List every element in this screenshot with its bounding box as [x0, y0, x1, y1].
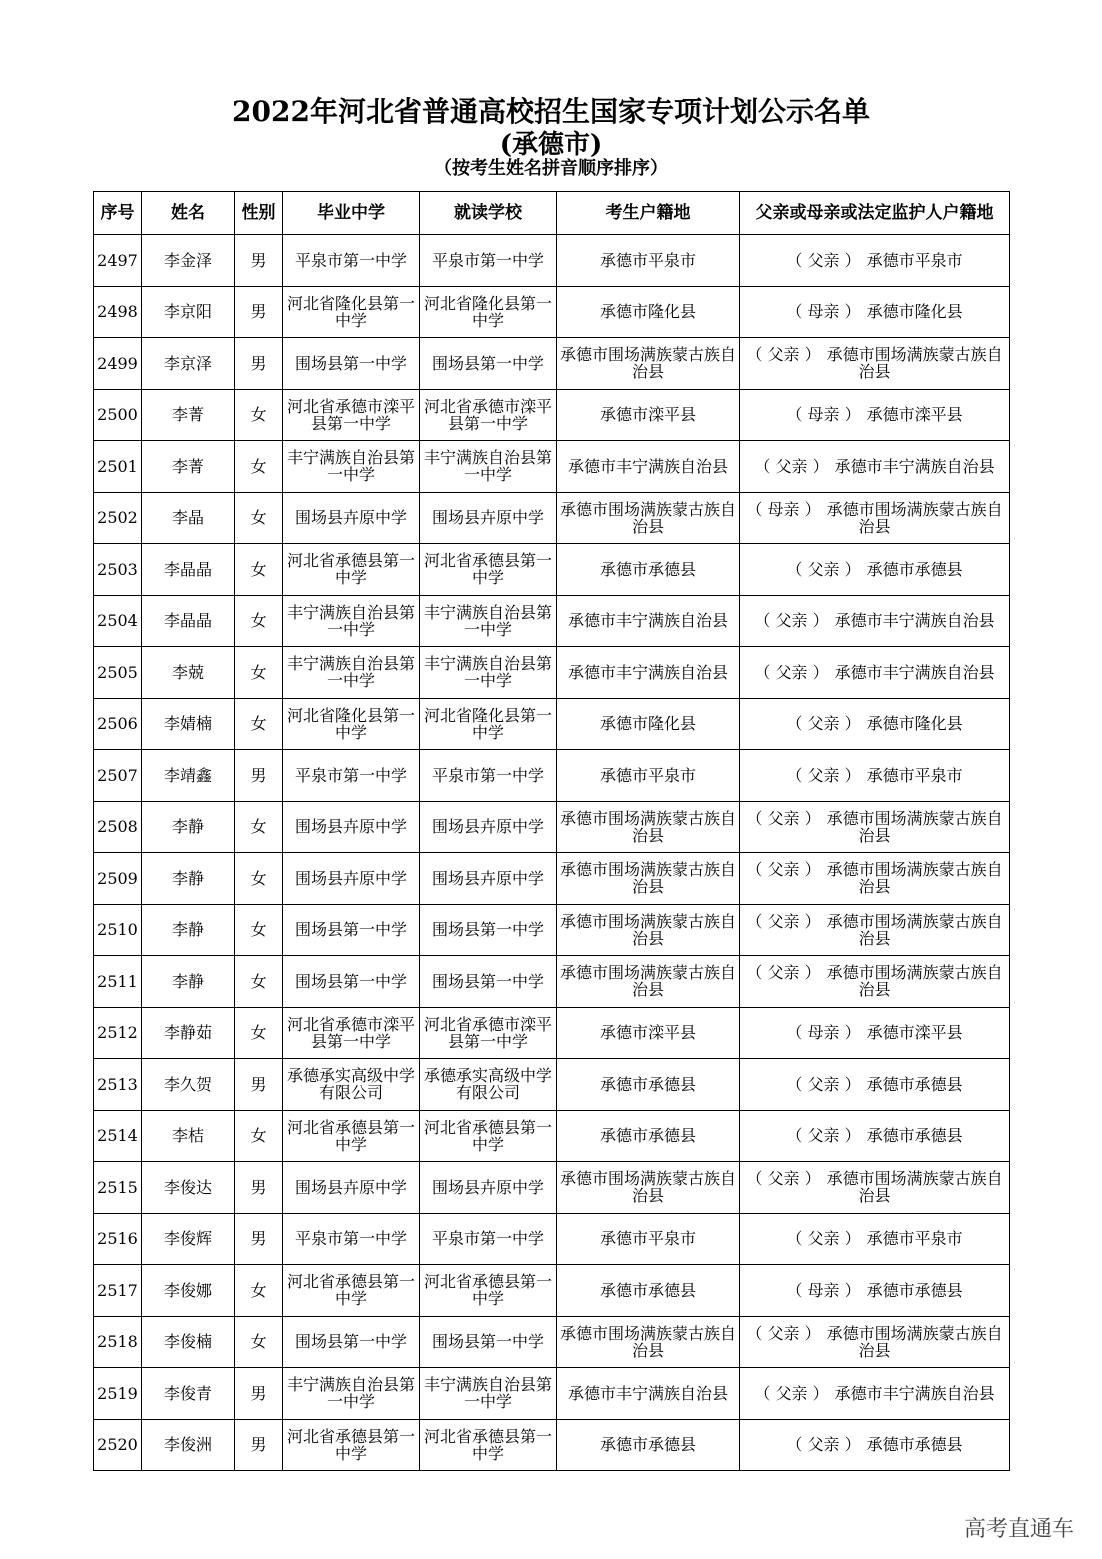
cell-name: 李静 [142, 904, 235, 956]
cell-grad-school: 围场县第一中学 [283, 956, 420, 1008]
cell-no: 2520 [94, 1419, 142, 1471]
cell-no: 2502 [94, 492, 142, 544]
cell-residence: 承德市隆化县 [557, 286, 740, 338]
cell-guardian [740, 286, 1010, 338]
cell-current-school: 平泉市第一中学 [420, 750, 557, 802]
cell-name: 李兢 [142, 647, 235, 699]
guardian-residence: 承德市围场满族蒙古族自治县 [826, 345, 1003, 382]
guardian-residence: 承德市围场满族蒙古族自治县 [826, 1169, 1003, 1206]
document-title: 2022年河北省普通高校招生国家专项计划公示名单 [232, 95, 870, 128]
cell-guardian [740, 853, 1010, 905]
cell-grad-school: 丰宁满族自治县第一中学 [283, 647, 420, 699]
cell-current-school: 河北省承德县第一中学 [420, 1110, 557, 1162]
cell-residence: 承德市平泉市 [557, 750, 740, 802]
cell-residence: 承德市承德县 [557, 1265, 740, 1317]
guardian-residence: 承德市围场满族蒙古族自治县 [826, 1323, 1003, 1360]
cell-guardian [740, 492, 1010, 544]
guardian-relation: （ 父亲 ） [754, 662, 829, 682]
cell-no: 2517 [94, 1265, 142, 1317]
table-row [94, 235, 1010, 287]
cell-current-school: 围场县第一中学 [420, 1316, 557, 1368]
cell-gender: 女 [235, 904, 283, 956]
cell-gender: 女 [235, 801, 283, 853]
cell-gender: 女 [235, 595, 283, 647]
table-header-row [94, 192, 1010, 235]
cell-grad-school: 平泉市第一中学 [283, 1213, 420, 1265]
table-row [94, 956, 1010, 1008]
cell-guardian [740, 338, 1010, 390]
guardian-relation: （ 父亲 ） [746, 911, 821, 931]
guardian-relation: （ 父亲 ） [786, 1074, 861, 1094]
table-row [94, 647, 1010, 699]
cell-no: 2507 [94, 750, 142, 802]
cell-name: 李俊娜 [142, 1265, 235, 1317]
cell-name: 李俊辉 [142, 1213, 235, 1265]
cell-guardian [740, 544, 1010, 596]
cell-current-school: 河北省承德县第一中学 [420, 1419, 557, 1471]
guardian-residence: 承德市丰宁满族自治县 [834, 1383, 995, 1403]
cell-no: 2499 [94, 338, 142, 390]
guardian-residence: 承德市承德县 [866, 1280, 963, 1300]
cell-guardian [740, 1213, 1010, 1265]
cell-grad-school: 河北省承德市滦平县第一中学 [283, 389, 420, 441]
guardian-residence: 承德市丰宁满族自治县 [834, 456, 995, 476]
cell-gender: 女 [235, 1265, 283, 1317]
cell-residence: 承德市丰宁满族自治县 [557, 441, 740, 493]
cell-guardian [740, 1368, 1010, 1420]
cell-name: 李菁 [142, 389, 235, 441]
cell-no: 2514 [94, 1110, 142, 1162]
table-row [94, 389, 1010, 441]
guardian-residence: 承德市承德县 [866, 1126, 963, 1146]
guardian-relation: （ 母亲 ） [786, 1023, 861, 1043]
header-gender: 性别 [235, 192, 283, 235]
table-row [94, 544, 1010, 596]
cell-gender: 男 [235, 750, 283, 802]
table-row [94, 904, 1010, 956]
cell-guardian [740, 1316, 1010, 1368]
cell-grad-school: 河北省承德县第一中学 [283, 544, 420, 596]
cell-residence: 承德市承德县 [557, 544, 740, 596]
guardian-residence: 承德市围场满族蒙古族自治县 [826, 499, 1003, 536]
guardian-residence: 承德市滦平县 [866, 1023, 963, 1043]
watermark-text: 高考直通车 [963, 1517, 1074, 1542]
cell-current-school: 围场县第一中学 [420, 904, 557, 956]
guardian-relation: （ 父亲 ） [786, 250, 861, 270]
table-row [94, 492, 1010, 544]
cell-residence: 承德市承德县 [557, 1110, 740, 1162]
header-residence: 考生户籍地 [557, 192, 740, 235]
guardian-relation: （ 父亲 ） [754, 1383, 829, 1403]
guardian-relation: （ 父亲 ） [786, 1126, 861, 1146]
cell-no: 2519 [94, 1368, 142, 1420]
cell-name: 李桔 [142, 1110, 235, 1162]
cell-name: 李京泽 [142, 338, 235, 390]
cell-gender: 女 [235, 1007, 283, 1059]
cell-name: 李俊达 [142, 1162, 235, 1214]
cell-no: 2511 [94, 956, 142, 1008]
table-row [94, 1007, 1010, 1059]
guardian-residence: 承德市丰宁满族自治县 [834, 611, 995, 631]
cell-guardian [740, 801, 1010, 853]
cell-no: 2518 [94, 1316, 142, 1368]
cell-guardian [740, 1110, 1010, 1162]
cell-grad-school: 河北省承德市滦平县第一中学 [283, 1007, 420, 1059]
cell-name: 李静茹 [142, 1007, 235, 1059]
cell-name: 李久贺 [142, 1059, 235, 1111]
cell-current-school: 丰宁满族自治县第一中学 [420, 1368, 557, 1420]
cell-current-school: 围场县卉原中学 [420, 853, 557, 905]
cell-grad-school: 平泉市第一中学 [283, 750, 420, 802]
cell-name: 李晶 [142, 492, 235, 544]
cell-guardian [740, 235, 1010, 287]
guardian-residence: 承德市隆化县 [866, 714, 963, 734]
guardian-relation: （ 父亲 ） [786, 559, 861, 579]
cell-residence: 承德市承德县 [557, 1059, 740, 1111]
cell-current-school: 河北省隆化县第一中学 [420, 698, 557, 750]
cell-residence: 承德市围场满族蒙古族自治县 [557, 956, 740, 1008]
guardian-residence: 承德市承德县 [866, 1074, 963, 1094]
cell-grad-school: 围场县第一中学 [283, 1316, 420, 1368]
cell-residence: 承德市平泉市 [557, 235, 740, 287]
cell-no: 2500 [94, 389, 142, 441]
guardian-residence: 承德市隆化县 [866, 302, 963, 322]
guardian-relation: （ 父亲 ） [786, 714, 861, 734]
table-row [94, 1316, 1010, 1368]
cell-grad-school: 丰宁满族自治县第一中学 [283, 441, 420, 493]
cell-name: 李静 [142, 853, 235, 905]
cell-no: 2510 [94, 904, 142, 956]
header-name: 姓名 [142, 192, 235, 235]
cell-guardian [740, 441, 1010, 493]
cell-gender: 男 [235, 338, 283, 390]
cell-grad-school: 围场县卉原中学 [283, 1162, 420, 1214]
cell-residence: 承德市围场满族蒙古族自治县 [557, 1316, 740, 1368]
document-sort-note: （按考生姓名拼音顺序排序） [434, 158, 668, 179]
cell-name: 李静 [142, 801, 235, 853]
table-row [94, 1419, 1010, 1471]
guardian-residence: 承德市滦平县 [866, 405, 963, 425]
table-row [94, 1162, 1010, 1214]
cell-gender: 女 [235, 853, 283, 905]
cell-residence: 承德市围场满族蒙古族自治县 [557, 338, 740, 390]
cell-current-school: 围场县第一中学 [420, 956, 557, 1008]
header-guardian-residence: 父亲或母亲或法定监护人户籍地 [740, 192, 1010, 235]
cell-gender: 女 [235, 698, 283, 750]
cell-current-school: 河北省隆化县第一中学 [420, 286, 557, 338]
cell-name: 李俊洲 [142, 1419, 235, 1471]
guardian-residence: 承德市围场满族蒙古族自治县 [826, 860, 1003, 897]
cell-no: 2512 [94, 1007, 142, 1059]
cell-current-school: 河北省承德县第一中学 [420, 1265, 557, 1317]
cell-gender: 男 [235, 286, 283, 338]
cell-current-school: 丰宁满族自治县第一中学 [420, 441, 557, 493]
cell-guardian [740, 904, 1010, 956]
cell-guardian [740, 389, 1010, 441]
guardian-relation: （ 父亲 ） [746, 1169, 821, 1189]
table-row [94, 750, 1010, 802]
cell-grad-school: 丰宁满族自治县第一中学 [283, 1368, 420, 1420]
cell-grad-school: 丰宁满族自治县第一中学 [283, 595, 420, 647]
guardian-relation: （ 母亲 ） [786, 405, 861, 425]
table-row [94, 698, 1010, 750]
cell-name: 李俊楠 [142, 1316, 235, 1368]
cell-guardian [740, 647, 1010, 699]
cell-guardian [740, 1419, 1010, 1471]
guardian-relation: （ 父亲 ） [786, 1435, 861, 1455]
table-row [94, 338, 1010, 390]
cell-guardian [740, 1007, 1010, 1059]
table-row [94, 1368, 1010, 1420]
cell-grad-school: 河北省承德县第一中学 [283, 1110, 420, 1162]
cell-grad-school: 平泉市第一中学 [283, 235, 420, 287]
guardian-relation: （ 父亲 ） [786, 765, 861, 785]
cell-no: 2508 [94, 801, 142, 853]
cell-no: 2497 [94, 235, 142, 287]
table-row [94, 1265, 1010, 1317]
cell-current-school: 围场县第一中学 [420, 338, 557, 390]
cell-gender: 女 [235, 492, 283, 544]
cell-gender: 男 [235, 1059, 283, 1111]
table-row [94, 441, 1010, 493]
cell-gender: 女 [235, 647, 283, 699]
guardian-relation: （ 父亲 ） [746, 345, 821, 365]
guardian-residence: 承德市承德县 [866, 1435, 963, 1455]
cell-grad-school: 承德承实高级中学有限公司 [283, 1059, 420, 1111]
cell-no: 2513 [94, 1059, 142, 1111]
cell-gender: 男 [235, 1213, 283, 1265]
guardian-relation: （ 父亲 ） [754, 456, 829, 476]
candidate-table [93, 191, 1010, 1471]
cell-guardian [740, 1265, 1010, 1317]
cell-residence: 承德市围场满族蒙古族自治县 [557, 492, 740, 544]
guardian-residence: 承德市围场满族蒙古族自治县 [826, 808, 1003, 845]
cell-gender: 女 [235, 441, 283, 493]
cell-guardian [740, 750, 1010, 802]
cell-name: 李金泽 [142, 235, 235, 287]
cell-no: 2503 [94, 544, 142, 596]
cell-guardian [740, 698, 1010, 750]
table-row [94, 1059, 1010, 1111]
guardian-relation: （ 父亲 ） [746, 1323, 821, 1343]
cell-gender: 女 [235, 544, 283, 596]
guardian-relation: （ 父亲 ） [786, 1229, 861, 1249]
cell-guardian [740, 1162, 1010, 1214]
cell-current-school: 河北省承德市滦平县第一中学 [420, 1007, 557, 1059]
cell-residence: 承德市围场满族蒙古族自治县 [557, 1162, 740, 1214]
table-row [94, 801, 1010, 853]
guardian-relation: （ 父亲 ） [746, 860, 821, 880]
header-current-school: 就读学校 [420, 192, 557, 235]
cell-residence: 承德市丰宁满族自治县 [557, 1368, 740, 1420]
table-row [94, 286, 1010, 338]
cell-residence: 承德市围场满族蒙古族自治县 [557, 801, 740, 853]
table-row [94, 1213, 1010, 1265]
cell-name: 李靖鑫 [142, 750, 235, 802]
guardian-relation: （ 母亲 ） [786, 1280, 861, 1300]
cell-no: 2509 [94, 853, 142, 905]
guardian-residence: 承德市丰宁满族自治县 [834, 662, 995, 682]
cell-gender: 男 [235, 1162, 283, 1214]
table-row [94, 1110, 1010, 1162]
cell-no: 2505 [94, 647, 142, 699]
cell-grad-school: 围场县卉原中学 [283, 853, 420, 905]
cell-current-school: 丰宁满族自治县第一中学 [420, 647, 557, 699]
cell-no: 2515 [94, 1162, 142, 1214]
guardian-relation: （ 父亲 ） [754, 611, 829, 631]
cell-residence: 承德市丰宁满族自治县 [557, 647, 740, 699]
cell-no: 2504 [94, 595, 142, 647]
cell-residence: 承德市围场满族蒙古族自治县 [557, 904, 740, 956]
cell-name: 李静 [142, 956, 235, 1008]
cell-current-school: 围场县卉原中学 [420, 1162, 557, 1214]
cell-name: 李京阳 [142, 286, 235, 338]
cell-grad-school: 河北省承德县第一中学 [283, 1265, 420, 1317]
guardian-relation: （ 母亲 ） [746, 499, 821, 519]
cell-guardian [740, 595, 1010, 647]
cell-current-school: 河北省承德市滦平县第一中学 [420, 389, 557, 441]
cell-residence: 承德市围场满族蒙古族自治县 [557, 853, 740, 905]
cell-name: 李菁 [142, 441, 235, 493]
guardian-relation: （ 父亲 ） [746, 808, 821, 828]
cell-current-school: 河北省承德县第一中学 [420, 544, 557, 596]
cell-gender: 女 [235, 956, 283, 1008]
cell-grad-school: 围场县第一中学 [283, 904, 420, 956]
cell-gender: 男 [235, 1368, 283, 1420]
guardian-residence: 承德市围场满族蒙古族自治县 [826, 911, 1003, 948]
guardian-residence: 承德市承德县 [866, 559, 963, 579]
header-grad-school: 毕业中学 [283, 192, 420, 235]
guardian-relation: （ 父亲 ） [746, 963, 821, 983]
cell-grad-school: 河北省隆化县第一中学 [283, 286, 420, 338]
cell-name: 李晶晶 [142, 544, 235, 596]
guardian-residence: 承德市围场满族蒙古族自治县 [826, 963, 1003, 1000]
guardian-residence: 承德市平泉市 [866, 765, 963, 785]
cell-current-school: 平泉市第一中学 [420, 1213, 557, 1265]
cell-current-school: 围场县卉原中学 [420, 801, 557, 853]
cell-name: 李婧楠 [142, 698, 235, 750]
cell-guardian [740, 956, 1010, 1008]
table-row [94, 853, 1010, 905]
cell-current-school: 承德承实高级中学有限公司 [420, 1059, 557, 1111]
document-subtitle-city: (承德市) [499, 130, 603, 160]
cell-residence: 承德市隆化县 [557, 698, 740, 750]
cell-name: 李俊青 [142, 1368, 235, 1420]
cell-grad-school: 围场县第一中学 [283, 338, 420, 390]
cell-current-school: 丰宁满族自治县第一中学 [420, 595, 557, 647]
cell-gender: 女 [235, 389, 283, 441]
cell-residence: 承德市平泉市 [557, 1213, 740, 1265]
guardian-residence: 承德市平泉市 [866, 1229, 963, 1249]
guardian-relation: （ 母亲 ） [786, 302, 861, 322]
table-body [94, 235, 1010, 1471]
cell-residence: 承德市滦平县 [557, 1007, 740, 1059]
cell-guardian [740, 1059, 1010, 1111]
header-no: 序号 [94, 192, 142, 235]
cell-name: 李晶晶 [142, 595, 235, 647]
guardian-residence: 承德市平泉市 [866, 250, 963, 270]
cell-no: 2506 [94, 698, 142, 750]
cell-grad-school: 河北省承德县第一中学 [283, 1419, 420, 1471]
cell-gender: 男 [235, 1419, 283, 1471]
table-row [94, 595, 1010, 647]
cell-gender: 男 [235, 235, 283, 287]
cell-grad-school: 围场县卉原中学 [283, 492, 420, 544]
cell-no: 2498 [94, 286, 142, 338]
cell-no: 2516 [94, 1213, 142, 1265]
cell-current-school: 围场县卉原中学 [420, 492, 557, 544]
cell-residence: 承德市滦平县 [557, 389, 740, 441]
cell-no: 2501 [94, 441, 142, 493]
cell-grad-school: 河北省隆化县第一中学 [283, 698, 420, 750]
cell-gender: 女 [235, 1316, 283, 1368]
cell-residence: 承德市承德县 [557, 1419, 740, 1471]
cell-current-school: 平泉市第一中学 [420, 235, 557, 287]
cell-gender: 女 [235, 1110, 283, 1162]
cell-residence: 承德市丰宁满族自治县 [557, 595, 740, 647]
cell-grad-school: 围场县卉原中学 [283, 801, 420, 853]
